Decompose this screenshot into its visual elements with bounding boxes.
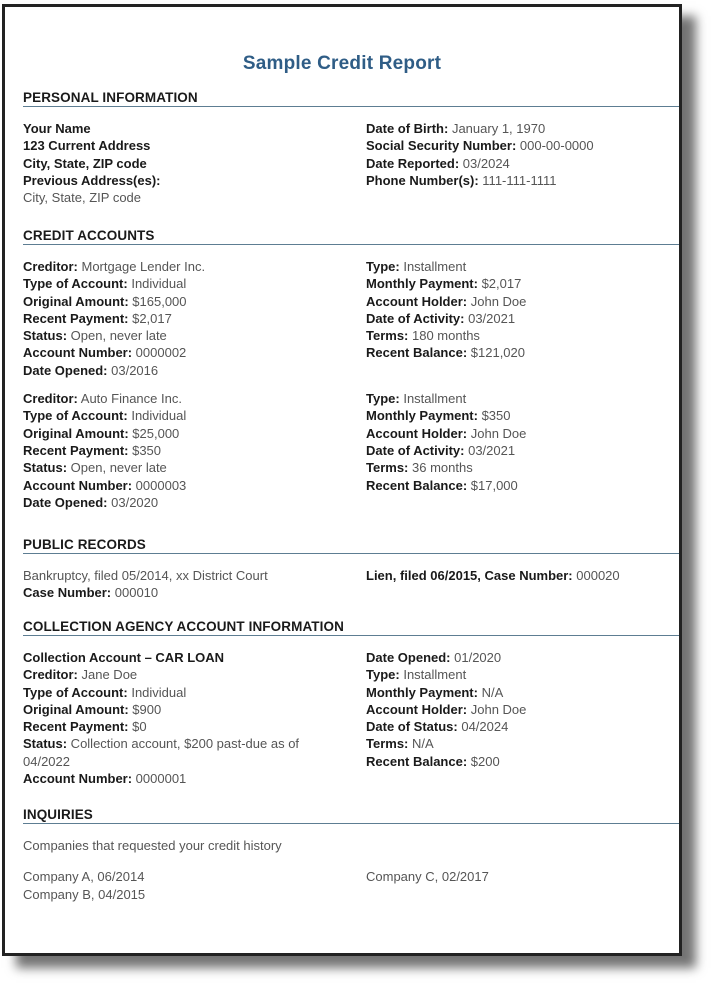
monthly-payment: Monthly Payment: $2,017 [366,276,522,292]
recent-payment: Recent Payment: $350 [23,442,162,458]
bankruptcy-record: Bankruptcy, filed 05/2014, xx District Court [23,568,268,583]
inquiry-item: Company A, 06/2014 [23,869,145,885]
original-amount: Original Amount: $900 [23,701,162,717]
account-number: Account Number: 0000002 [23,345,187,361]
section-public-records [23,537,679,602]
account-number: Account Number: 0000001 [23,771,187,787]
section-heading: CREDIT ACCOUNTS [23,228,679,245]
collection-account-title: Collection Account – CAR LOAN [23,650,225,665]
monthly-payment: Monthly Payment: $350 [366,408,511,424]
bankruptcy-case-number: Case Number: 000010 [23,585,159,601]
monthly-payment: Monthly Payment: N/A [366,684,504,700]
inquiries-intro: Companies that requested your credit history [23,838,282,853]
date-of-birth: Date of Birth: January 1, 1970 [366,121,546,136]
terms: Terms: 36 months [366,460,473,476]
report-title: Sample Credit Report [242,53,442,74]
date-reported: Date Reported: 03/2024 [366,155,510,171]
date-opened: Date Opened: 03/2020 [23,494,159,510]
credit-account-mortgage [23,258,679,379]
date-of-activity: Date of Activity: 03/2021 [366,442,516,458]
previous-address-label: Previous Address(es): [23,172,161,188]
date-of-activity: Date of Activity: 03/2021 [366,310,516,326]
credit-report-page [2,4,682,956]
inquiry-item: Company B, 04/2015 [23,886,146,902]
type-of-account: Type of Account: Individual [23,684,187,700]
recent-balance: Recent Balance: $200 [366,753,500,769]
status: Status: Open, never late [23,460,167,476]
type-of-account: Type of Account: Individual [23,408,187,424]
original-amount: Original Amount: $165,000 [23,293,187,309]
name-line: Your Name [23,121,91,136]
section-personal-information [23,90,679,206]
type: Type: Installment [366,391,467,407]
creditor: Creditor: Jane Doe [23,667,138,683]
section-credit-accounts [23,228,679,511]
status: Status: Open, never late [23,328,167,344]
recent-payment: Recent Payment: $0 [23,719,147,735]
type-of-account: Type of Account: Individual [23,276,187,292]
section-heading: COLLECTION AGENCY ACCOUNT INFORMATION [23,619,679,636]
date-opened: Date Opened: 03/2016 [23,362,159,378]
terms: Terms: N/A [366,736,434,752]
previous-address-value: City, State, ZIP code [23,190,142,206]
current-address-line: 123 Current Address [23,138,151,154]
city-state-zip-line: City, State, ZIP code [23,155,147,171]
personal-right-column [366,120,679,206]
personal-left-column [23,120,366,206]
section-heading: PERSONAL INFORMATION [23,90,679,107]
section-heading: INQUIRIES [23,807,679,824]
original-amount: Original Amount: $25,000 [23,425,180,441]
section-inquiries [23,807,679,903]
status: Status: Collection account, $200 past-due as of 04/2022 [23,736,300,769]
recent-balance: Recent Balance: $17,000 [366,477,518,493]
type: Type: Installment [366,667,467,683]
social-security-number: Social Security Number: 000-00-0000 [366,138,594,154]
credit-account-auto [23,390,679,511]
type: Type: Installment [366,259,467,274]
account-holder: Account Holder: John Doe [366,293,527,309]
date-opened: Date Opened: 01/2020 [366,650,502,665]
inquiry-item: Company C, 02/2017 [366,869,489,885]
account-holder: Account Holder: John Doe [366,701,527,717]
account-holder: Account Holder: John Doe [366,425,527,441]
section-collection-agency [23,619,679,787]
account-number: Account Number: 0000003 [23,477,187,493]
recent-payment: Recent Payment: $2,017 [23,310,172,326]
creditor: Creditor: Mortgage Lender Inc. [23,259,206,274]
date-of-status: Date of Status: 04/2024 [366,719,509,735]
recent-balance: Recent Balance: $121,020 [366,345,525,361]
phone-numbers: Phone Number(s): 111-111-1111 [366,172,557,188]
lien-record: Lien, filed 06/2015, Case Number: 000020 [366,568,620,583]
creditor: Creditor: Auto Finance Inc. [23,391,182,407]
terms: Terms: 180 months [366,328,480,344]
section-heading: PUBLIC RECORDS [23,537,679,554]
